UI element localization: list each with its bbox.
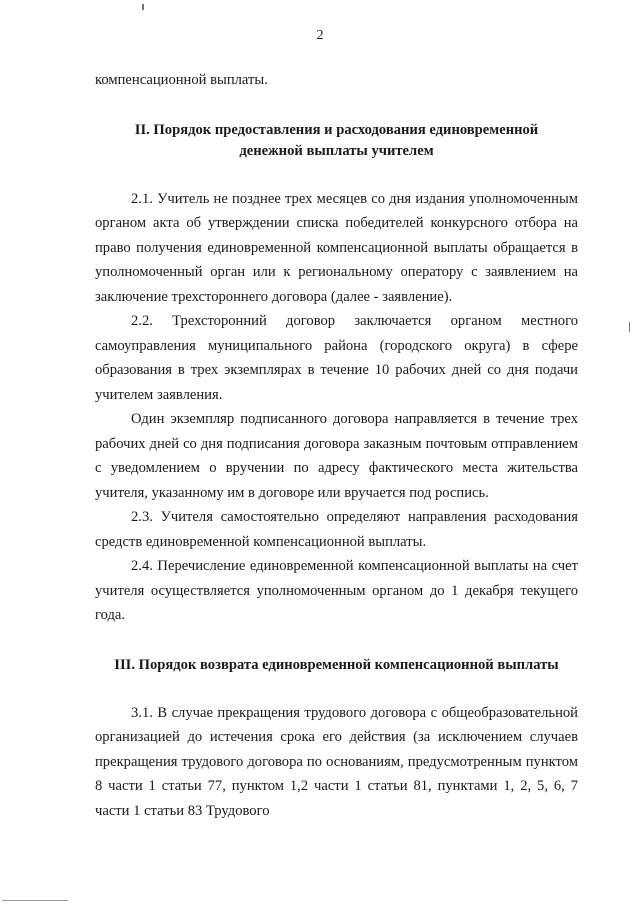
section-3-title: III. Порядок возврата единовременной компенсационной выплаты [114,656,559,673]
page-number: 2 [316,28,324,43]
section-2-title-line-2: денежной выплаты учителем [239,142,434,159]
paragraph-2-1: 2.1. Учитель не позднее трех месяцев со дня издания уполномоченным органом акта об утверждении списка победителей конкурсного отбора на право получения единовременной компенсационной выплаты обращается в уполномоченный орган или к региональному оператору с заявлением на заключение трехстороннего договора (далее - заявление). [95,190,578,305]
scan-mark-top [142,4,144,10]
paragraph-3-1: 3.1. В случае прекращения трудового договора с общеобразовательной организацией до истечения срока его действия (за исключением случаев прекращения трудового договора по основаниям, предусмотренным пунктом 8 части 1 статьи 77, пунктом 1,2 части 1 статьи 81, пунктами 1, 2, 5, 6, 7 части 1 статьи 83 Трудового [95,704,578,819]
paragraph-2-3: 2.3. Учителя самостоятельно определяют направления расходования средств единовременной компенсационной выплаты. [95,509,578,550]
paragraph-2-2-copy: Один экземпляр подписанного договора направляется в течение трех рабочих дней со дня подписания договора заказным почтовым отправлением с уведомлением о вручении по адресу фактического места жительства учителя, указанному им в договоре или вручается под роспись. [95,411,578,501]
scan-line-bottom [2,900,68,901]
section-2-title-line-1: II. Порядок предоставления и расходования единовременной [134,121,539,138]
document-body [95,68,578,823]
paragraph-2-4: 2.4. Перечисление единовременной компенсационной выплаты на счет учителя осуществляется уполномоченным органом до 1 декабря текущего года. [95,558,578,623]
paragraph-2-2: 2.2. Трехсторонний договор заключается органом местного самоуправления муниципального района (городского округа) в сфере образования в трех экземплярах в течение 10 рабочих дней со дня подачи учителем заявления. [95,313,578,403]
scan-mark-right [629,322,630,332]
continuation-text: компенсационной выплаты. [95,72,268,88]
